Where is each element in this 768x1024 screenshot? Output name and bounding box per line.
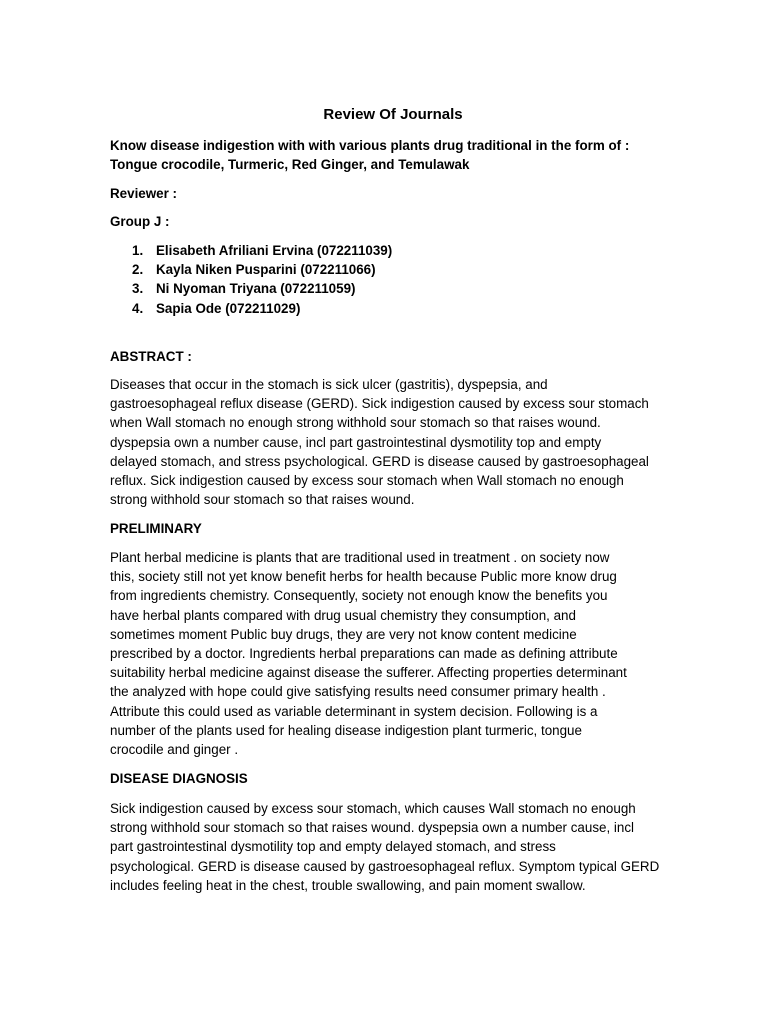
paragraph-line: crocodile and ginger . — [110, 742, 239, 758]
member-name: Ni Nyoman Triyana (072211059) — [156, 281, 356, 297]
abstract-paragraph — [110, 375, 690, 509]
diagnosis-paragraph — [110, 799, 690, 895]
paragraph-line: the analyzed with hope could give satisfying results need consumer primary health . — [110, 684, 606, 700]
subtitle-line: Tongue crocodile, Turmeric, Red Ginger, and Temulawak — [110, 157, 470, 173]
paragraph-line: delayed stomach, and stress psychological. GERD is disease caused by gastroesophageal — [110, 453, 649, 469]
document-subtitle — [110, 136, 690, 174]
list-item — [110, 241, 392, 260]
paragraph-line: gastroesophageal reflux disease (GERD). Sick indigestion caused by excess sour stomach — [110, 396, 649, 412]
paragraph-line: prescribed by a doctor. Ingredients herbal preparations can made as defining attribute — [110, 646, 618, 662]
paragraph-line: when Wall stomach no enough strong withhold sour stomach so that raises wound. — [110, 415, 601, 431]
member-name: Kayla Niken Pusparini (072211066) — [156, 262, 376, 278]
reviewer-label: Reviewer : — [110, 186, 177, 201]
list-item — [110, 260, 392, 279]
list-item-number: 4. — [132, 300, 144, 316]
paragraph-line: this, society still not yet know benefit herbs for health because Public more know drug — [110, 569, 617, 585]
paragraph-line: suitability herbal medicine against disease the sufferer. Affecting properties determinant — [110, 665, 627, 681]
paragraph-line: number of the plants used for healing disease indigestion plant turmeric, tongue — [110, 722, 582, 738]
paragraph-line: Attribute this could used as variable determinant in system decision. Following is a — [110, 703, 598, 719]
paragraph-line: from ingredients chemistry. Consequently, society not enough know the benefits you — [110, 588, 608, 604]
paragraph-line: part gastrointestinal dysmotility top and empty delayed stomach, and stress — [110, 839, 556, 855]
list-item-number: 2. — [132, 262, 144, 278]
paragraph-line: strong withhold sour stomach so that raises wound. — [110, 492, 415, 508]
paragraph-line: reflux. Sick indigestion caused by excess sour stomach when Wall stomach no enough — [110, 473, 624, 489]
list-item — [110, 299, 392, 318]
preliminary-heading: PRELIMINARY — [110, 521, 202, 536]
paragraph-line: Diseases that occur in the stomach is sick ulcer (gastritis), dyspepsia, and — [110, 377, 548, 392]
member-name: Elisabeth Afriliani Ervina (072211039) — [156, 243, 393, 258]
member-name: Sapia Ode (072211029) — [156, 300, 301, 316]
paragraph-line: includes feeling heat in the chest, trouble swallowing, and pain moment swallow. — [110, 877, 586, 893]
preliminary-paragraph — [110, 548, 690, 759]
member-list — [110, 241, 392, 318]
abstract-heading: ABSTRACT : — [110, 349, 192, 364]
subtitle-line: Know disease indigestion with with various plants drug traditional in the form of : — [110, 138, 630, 153]
diagnosis-heading: DISEASE DIAGNOSIS — [110, 771, 248, 786]
list-item-number: 1. — [132, 243, 144, 258]
paragraph-line: sometimes moment Public buy drugs, they are very not know content medicine — [110, 626, 577, 642]
list-item-number: 3. — [132, 281, 144, 297]
list-item — [110, 279, 392, 298]
paragraph-line: psychological. GERD is disease caused by gastroesophageal reflux. Symptom typical GERD — [110, 858, 660, 874]
paragraph-line: dyspepsia own a number cause, incl part gastrointestinal dysmotility top and empty — [110, 434, 602, 450]
paragraph-line: Plant herbal medicine is plants that are traditional used in treatment . on society now — [110, 550, 610, 565]
paragraph-line: have herbal plants compared with drug usual chemistry they consumption, and — [110, 607, 576, 623]
group-label: Group J : — [110, 214, 170, 229]
paragraph-line: strong withhold sour stomach so that raises wound. dyspepsia own a number cause, incl — [110, 820, 635, 836]
paragraph-line: Sick indigestion caused by excess sour stomach, which causes Wall stomach no enough — [110, 801, 636, 816]
document-title: Review Of Journals — [323, 106, 463, 123]
